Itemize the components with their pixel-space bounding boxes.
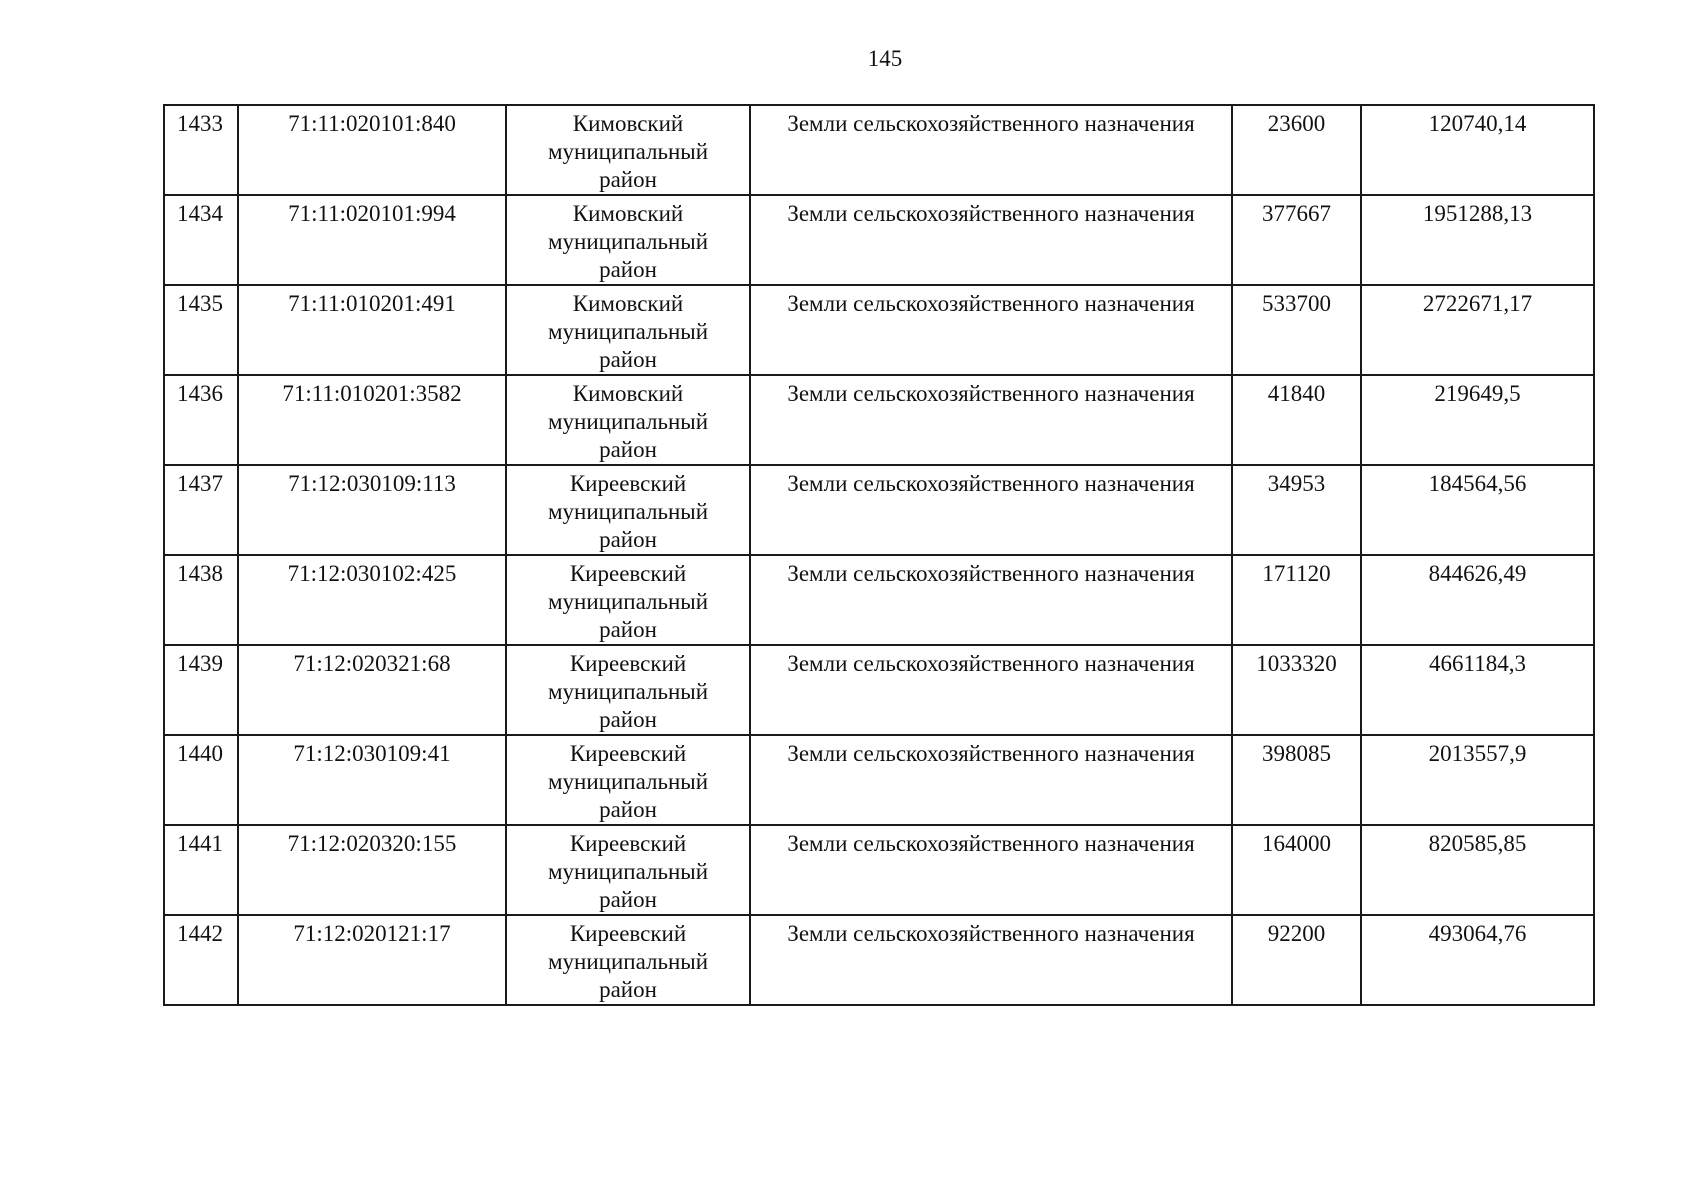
cadastral-value: 820585,85	[1361, 825, 1594, 915]
cadastral-number: 71:11:010201:3582	[238, 375, 506, 465]
row-number: 1434	[164, 195, 238, 285]
land-category: Земли сельскохозяйственного назначения	[750, 645, 1232, 735]
cadastral-number: 71:12:020320:155	[238, 825, 506, 915]
table-row	[164, 825, 1594, 915]
district-word: район	[599, 707, 657, 732]
district-word: район	[599, 797, 657, 822]
row-number: 1438	[164, 555, 238, 645]
table-row	[164, 645, 1594, 735]
district-cell	[506, 375, 750, 465]
district-cell	[506, 285, 750, 375]
land-category: Земли сельскохозяйственного назначения	[750, 555, 1232, 645]
district-type: муниципальный	[547, 769, 709, 794]
area: 34953	[1232, 465, 1361, 555]
district-word: район	[599, 617, 657, 642]
district-cell	[506, 915, 750, 1005]
district-type: муниципальный	[547, 319, 709, 344]
area: 41840	[1232, 375, 1361, 465]
land-category: Земли сельскохозяйственного назначения	[750, 465, 1232, 555]
district-cell	[506, 735, 750, 825]
land-category: Земли сельскохозяйственного назначения	[750, 105, 1232, 195]
district-word: район	[599, 887, 657, 912]
page-number: 145	[867, 46, 903, 71]
land-category: Земли сельскохозяйственного назначения	[750, 915, 1232, 1005]
cadastral-value: 219649,5	[1361, 375, 1594, 465]
area: 164000	[1232, 825, 1361, 915]
cadastral-value: 2013557,9	[1361, 735, 1594, 825]
district-cell	[506, 825, 750, 915]
land-category: Земли сельскохозяйственного назначения	[750, 375, 1232, 465]
cadastral-number: 71:11:020101:840	[238, 105, 506, 195]
district-name: Киреевский	[569, 471, 687, 496]
row-number: 1441	[164, 825, 238, 915]
district-name: Киреевский	[569, 831, 687, 856]
cadastral-number: 71:12:020321:68	[238, 645, 506, 735]
district-name: Киреевский	[569, 741, 687, 766]
cadastral-value: 120740,14	[1361, 105, 1594, 195]
row-number: 1440	[164, 735, 238, 825]
cadastral-number: 71:12:020121:17	[238, 915, 506, 1005]
row-number: 1437	[164, 465, 238, 555]
table-row	[164, 465, 1594, 555]
table-row	[164, 735, 1594, 825]
district-word: район	[599, 347, 657, 372]
district-name: Киреевский	[569, 651, 687, 676]
district-cell	[506, 555, 750, 645]
district-word: район	[599, 167, 657, 192]
district-word: район	[599, 437, 657, 462]
cadastral-value: 493064,76	[1361, 915, 1594, 1005]
district-cell	[506, 465, 750, 555]
district-cell	[506, 105, 750, 195]
district-type: муниципальный	[547, 949, 709, 974]
row-number: 1435	[164, 285, 238, 375]
row-number: 1442	[164, 915, 238, 1005]
area: 92200	[1232, 915, 1361, 1005]
cadastral-value: 184564,56	[1361, 465, 1594, 555]
district-name: Кимовский	[572, 201, 684, 226]
cadastral-number: 71:12:030102:425	[238, 555, 506, 645]
district-type: муниципальный	[547, 589, 709, 614]
district-word: район	[599, 257, 657, 282]
table-row	[164, 195, 1594, 285]
district-name: Кимовский	[572, 381, 684, 406]
row-number: 1433	[164, 105, 238, 195]
area: 398085	[1232, 735, 1361, 825]
table-row	[164, 375, 1594, 465]
cadastral-number: 71:11:010201:491	[238, 285, 506, 375]
area: 533700	[1232, 285, 1361, 375]
district-name: Киреевский	[569, 921, 687, 946]
land-registry-table	[163, 104, 1595, 1006]
land-category: Земли сельскохозяйственного назначения	[750, 195, 1232, 285]
land-category: Земли сельскохозяйственного назначения	[750, 285, 1232, 375]
table-body	[164, 105, 1594, 1005]
district-word: район	[599, 977, 657, 1002]
district-type: муниципальный	[547, 229, 709, 254]
cadastral-value: 4661184,3	[1361, 645, 1594, 735]
cadastral-value: 2722671,17	[1361, 285, 1594, 375]
area: 171120	[1232, 555, 1361, 645]
district-cell	[506, 195, 750, 285]
land-category: Земли сельскохозяйственного назначения	[750, 735, 1232, 825]
area: 23600	[1232, 105, 1361, 195]
area: 377667	[1232, 195, 1361, 285]
table-row	[164, 915, 1594, 1005]
table-row	[164, 555, 1594, 645]
cadastral-value: 844626,49	[1361, 555, 1594, 645]
table-row	[164, 105, 1594, 195]
row-number: 1436	[164, 375, 238, 465]
district-type: муниципальный	[547, 679, 709, 704]
district-name: Кимовский	[572, 111, 684, 136]
table-row	[164, 285, 1594, 375]
district-cell	[506, 645, 750, 735]
district-word: район	[599, 527, 657, 552]
district-type: муниципальный	[547, 409, 709, 434]
district-type: муниципальный	[547, 859, 709, 884]
cadastral-number: 71:12:030109:113	[238, 465, 506, 555]
district-type: муниципальный	[547, 139, 709, 164]
land-category: Земли сельскохозяйственного назначения	[750, 825, 1232, 915]
district-type: муниципальный	[547, 499, 709, 524]
cadastral-number: 71:12:030109:41	[238, 735, 506, 825]
cadastral-value: 1951288,13	[1361, 195, 1594, 285]
cadastral-number: 71:11:020101:994	[238, 195, 506, 285]
district-name: Киреевский	[569, 561, 687, 586]
district-name: Кимовский	[572, 291, 684, 316]
area: 1033320	[1232, 645, 1361, 735]
row-number: 1439	[164, 645, 238, 735]
